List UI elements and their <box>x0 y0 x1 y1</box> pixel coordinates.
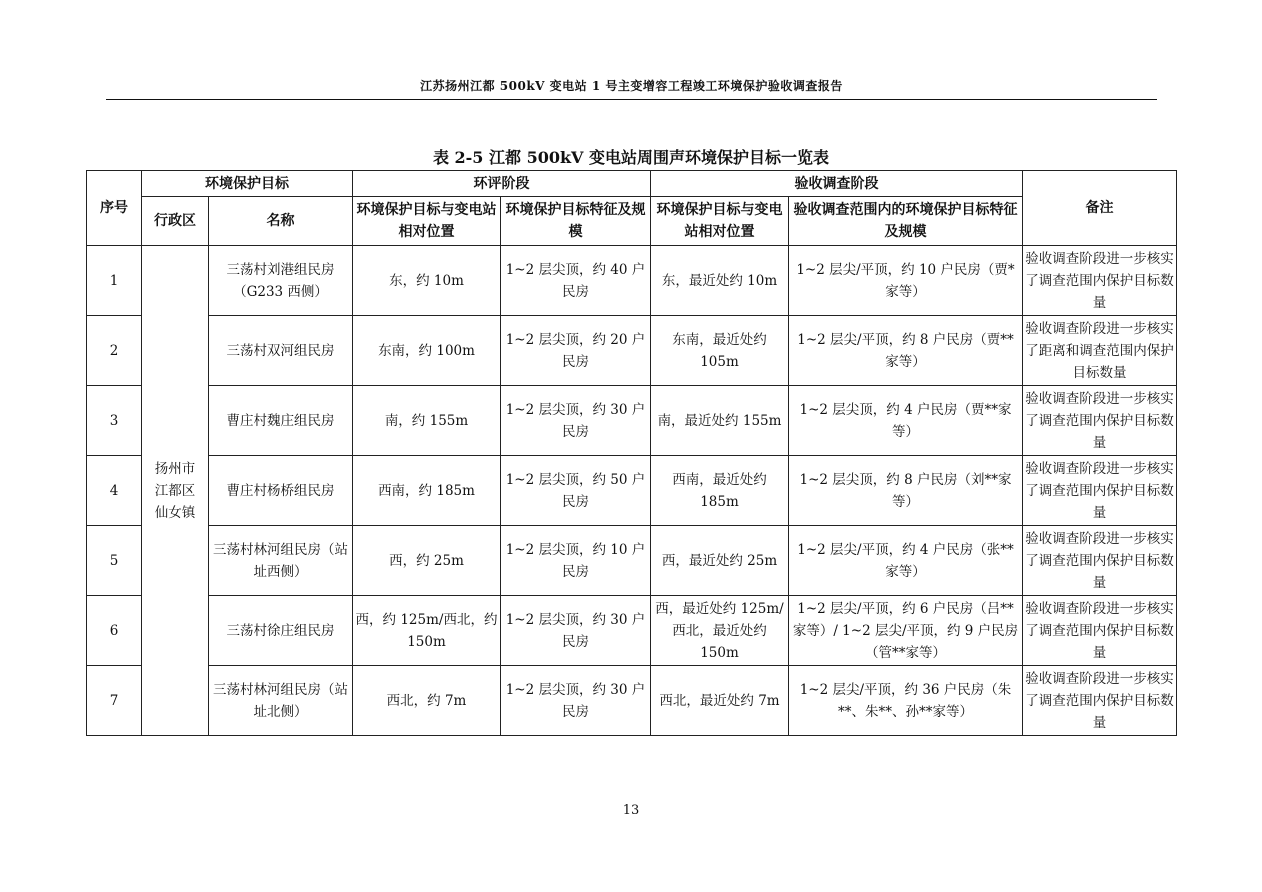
cell-remark: 验收调查阶段进一步核实了调查范围内保护目标数量 <box>1023 526 1177 596</box>
table-row <box>87 386 1177 456</box>
col-header-district: 行政区 <box>142 197 209 246</box>
cell-seq: 4 <box>87 456 142 526</box>
cell-name: 三荡村林河组民房（站址西侧） <box>209 526 353 596</box>
cell-remark: 验收调查阶段进一步核实了调查范围内保护目标数量 <box>1023 666 1177 736</box>
col-header-eia-stage: 环评阶段 <box>353 171 651 197</box>
cell-eia-position: 西北，约 7m <box>353 666 501 736</box>
cell-acc-features: 1~2 层尖/平顶，约 6 户民房（吕**家等）/ 1~2 层尖/平顶，约 9 户民房（管**家等） <box>789 596 1023 666</box>
cell-name: 曹庄村杨桥组民房 <box>209 456 353 526</box>
cell-acc-position: 西，最近处约 25m <box>651 526 789 596</box>
cell-remark: 验收调查阶段进一步核实了调查范围内保护目标数量 <box>1023 456 1177 526</box>
cell-acc-position: 东南，最近处约 105m <box>651 316 789 386</box>
col-header-acc-features: 验收调查范围内的环境保护目标特征及规模 <box>789 197 1023 246</box>
cell-eia-position: 南，约 155m <box>353 386 501 456</box>
cell-eia-position: 西，约 125m/西北，约 150m <box>353 596 501 666</box>
table-title: 表 2-5 江都 500kV 变电站周围声环境保护目标一览表 <box>432 148 830 167</box>
cell-eia-position: 西，约 25m <box>353 526 501 596</box>
table-row <box>87 456 1177 526</box>
cell-acc-features: 1~2 层尖顶，约 4 户民房（贾**家等） <box>789 386 1023 456</box>
cell-acc-position: 东，最近处约 10m <box>651 246 789 316</box>
cell-eia-position: 东，约 10m <box>353 246 501 316</box>
table-row <box>87 666 1177 736</box>
cell-eia-features: 1~2 层尖顶，约 50 户民房 <box>501 456 651 526</box>
cell-remark: 验收调查阶段进一步核实了距离和调查范围内保护目标数量 <box>1023 316 1177 386</box>
cell-name: 三荡村林河组民房（站址北侧） <box>209 666 353 736</box>
col-header-eia-features: 环境保护目标特征及规模 <box>501 197 651 246</box>
cell-eia-features: 1~2 层尖顶，约 20 户民房 <box>501 316 651 386</box>
cell-remark: 验收调查阶段进一步核实了调查范围内保护目标数量 <box>1023 386 1177 456</box>
cell-name: 曹庄村魏庄组民房 <box>209 386 353 456</box>
col-header-seq: 序号 <box>87 171 142 246</box>
cell-eia-features: 1~2 层尖顶，约 10 户民房 <box>501 526 651 596</box>
col-header-protection-target: 环境保护目标 <box>142 171 353 197</box>
cell-eia-features: 1~2 层尖顶，约 30 户民房 <box>501 596 651 666</box>
cell-remark: 验收调查阶段进一步核实了调查范围内保护目标数量 <box>1023 596 1177 666</box>
cell-acc-features: 1~2 层尖/平顶，约 36 户民房（朱**、朱**、孙**家等） <box>789 666 1023 736</box>
cell-eia-position: 西南，约 185m <box>353 456 501 526</box>
header-row-1 <box>87 171 1177 197</box>
col-header-remark: 备注 <box>1023 171 1177 246</box>
cell-acc-features: 1~2 层尖/平顶，约 10 户民房（贾*家等） <box>789 246 1023 316</box>
cell-district: 扬州市江都区仙女镇 <box>142 246 209 736</box>
cell-seq: 7 <box>87 666 142 736</box>
cell-acc-features: 1~2 层尖/平顶，约 4 户民房（张**家等） <box>789 526 1023 596</box>
table-row <box>87 526 1177 596</box>
cell-acc-features: 1~2 层尖/平顶，约 8 户民房（贾**家等） <box>789 316 1023 386</box>
cell-acc-position: 南，最近处约 155m <box>651 386 789 456</box>
cell-name: 三荡村徐庄组民房 <box>209 596 353 666</box>
header-divider <box>106 99 1157 100</box>
cell-name: 三荡村双河组民房 <box>209 316 353 386</box>
cell-seq: 2 <box>87 316 142 386</box>
cell-seq: 1 <box>87 246 142 316</box>
table-row <box>87 596 1177 666</box>
cell-name: 三荡村刘港组民房（G233 西侧） <box>209 246 353 316</box>
cell-acc-features: 1~2 层尖顶，约 8 户民房（刘**家等） <box>789 456 1023 526</box>
cell-acc-position: 西，最近处约 125m/西北，最近处约 150m <box>651 596 789 666</box>
col-header-acc-position: 环境保护目标与变电站相对位置 <box>651 197 789 246</box>
cell-acc-position: 西北，最近处约 7m <box>651 666 789 736</box>
cell-acc-position: 西南，最近处约 185m <box>651 456 789 526</box>
cell-seq: 5 <box>87 526 142 596</box>
table-row <box>87 316 1177 386</box>
protection-target-table <box>86 170 1177 736</box>
cell-eia-features: 1~2 层尖顶，约 30 户民房 <box>501 386 651 456</box>
header-row-2 <box>87 197 1177 246</box>
cell-eia-position: 东南，约 100m <box>353 316 501 386</box>
cell-eia-features: 1~2 层尖顶，约 30 户民房 <box>501 666 651 736</box>
cell-remark: 验收调查阶段进一步核实了调查范围内保护目标数量 <box>1023 246 1177 316</box>
cell-seq: 3 <box>87 386 142 456</box>
report-header: 江苏扬州江都 500kV 变电站 1 号主变增容工程竣工环境保护验收调查报告 <box>420 79 843 93</box>
table-row <box>87 246 1177 316</box>
col-header-eia-position: 环境保护目标与变电站相对位置 <box>353 197 501 246</box>
col-header-name: 名称 <box>209 197 353 246</box>
cell-seq: 6 <box>87 596 142 666</box>
page-number: 13 <box>622 803 640 818</box>
col-header-acceptance-stage: 验收调查阶段 <box>651 171 1023 197</box>
cell-eia-features: 1~2 层尖顶，约 40 户民房 <box>501 246 651 316</box>
